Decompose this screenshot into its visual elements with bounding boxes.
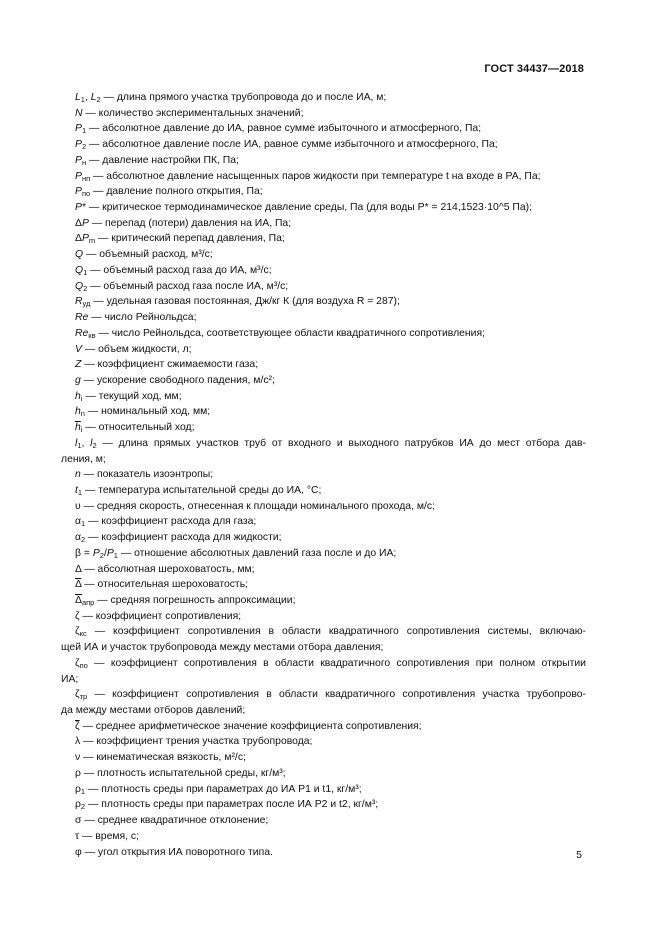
list-item: φ — угол открытия ИА поворотного типа.: [75, 846, 273, 858]
list-item: $l_1$, $l_2$ — длина прямых участков труб от входного и выходного патрубков ИА до мест отбора дав-: [75, 437, 587, 450]
document-header: ГОСТ 34437—2018: [484, 63, 584, 75]
list-item: $\Delta P_m$ — критический перепад давления, Па;: [75, 233, 285, 246]
list-item: N — количество экспериментальных значений;: [75, 107, 304, 119]
list-item: $Re_{кв}$ — число Рейнольдса, соответствующее области квадратичного сопротивления;: [75, 327, 485, 340]
list-item: λ — коэффициент трения участка трубопровода;: [75, 736, 313, 748]
list-item: $\beta = P_2/P_1$ — отношение абсолютных давлений газа после и до ИА;: [75, 547, 397, 560]
list-item: ζ — коэффициент сопротивления;: [75, 610, 242, 622]
list-item: g — ускорение свободного падения, м/с²;: [75, 374, 275, 386]
list-item: $h_i$ — текущий ход, мм;: [75, 390, 182, 403]
page-number: 5: [576, 849, 582, 861]
list-item: n — показатель изоэнтропы;: [75, 469, 214, 481]
list-item: $P_2$ — абсолютное давление после ИА, равное сумме избыточного и атмосферного, Па;: [75, 139, 498, 152]
list-item: υ — средняя скорость, отнесенная к площади номинального прохода, м/с;: [75, 500, 435, 512]
list-item: V — объем жидкости, л;: [75, 343, 192, 355]
list-item: $L_1$, $L_2$ — длина прямого участка трубопровода до и после ИА, м;: [75, 92, 387, 104]
list-item: $\overline{\zeta}$ — среднее арифметическое значение коэффициента сопротивления;: [75, 720, 422, 732]
list-item: $P_н$ — давление настройки ПК, Па;: [75, 154, 239, 167]
symbol-list: [61, 90, 586, 860]
list-item-continuation: щей ИА и участок трубопровода между местами отбора давления;: [61, 642, 384, 654]
list-item: $t_1$ — температура испытательной среды до ИА, °С;: [75, 484, 322, 497]
list-item-continuation: ИА;: [61, 673, 79, 685]
list-item: P* — критическое термодинамическое давление среды, Па (для воды P* = 214,1523·10^5 Па);: [75, 202, 532, 214]
list-item: $P_{нп}$ — абсолютное давление насыщенных паров жидкости при температуре t на входе в РА, Па;: [75, 170, 541, 183]
list-item: $\rho_1$ — плотность среды при параметрах до ИА P1 и t1, кг/м³;: [75, 783, 362, 796]
list-item: $Q_1$ — объемный расход газа до ИА, м³/с;: [75, 264, 272, 277]
list-item: τ — время, с;: [75, 830, 139, 842]
list-item: $R_{уд}$ — удельная газовая постоянная, Дж/кг К (для воздуха R = 287);: [75, 296, 400, 309]
list-item: $h_n$ — номинальный ход, мм;: [75, 406, 211, 419]
list-item: ν — кинематическая вязкость, м²/с;: [75, 752, 246, 764]
list-item: $P_{по}$ — давление полного открытия, Па;: [75, 186, 263, 199]
list-item: $\zeta_{кс}$ — коэффициент сопротивления в области квадратичного сопротивления системы, включаю-: [75, 626, 586, 639]
list-item: $\alpha_1$ — коэффициент расхода для газа;: [75, 516, 257, 529]
list-item: $\alpha_2$ — коэффициент расхода для жидкости;: [75, 532, 282, 545]
list-item-continuation: ления, м;: [61, 453, 106, 465]
list-item: $\overline{\Delta}_{апр}$ — средняя погрешность аппроксимации;: [75, 595, 296, 607]
list-item: $\rho_2$ — плотность среды при параметрах после ИА P2 и t2, кг/м³;: [75, 799, 379, 812]
list-item: Q — объемный расход, м³/с;: [75, 249, 213, 261]
list-item: Re — число Рейнольдса;: [75, 312, 197, 324]
list-item: $\zeta_{тр}$ — коэффициент сопротивления в области квадратичного сопротивления участка трубопрово-: [75, 689, 586, 702]
list-item: $P_1$ — абсолютное давление до ИА, равное сумме избыточного и атмосферного, Па;: [75, 123, 482, 136]
list-item: Z — коэффициент сжимаемости газа;: [75, 359, 259, 371]
list-item: ρ — плотность испытательной среды, кг/м³;: [75, 767, 286, 779]
list-item: $\zeta_{по}$ — коэффициент сопротивления в области квадратичного сопротивления при полном открытии: [75, 657, 586, 670]
list-item: $Q_2$ — объемный расход газа после ИА, м³/с;: [75, 280, 289, 293]
list-item: $\overline{h}_i$ — относительный ход;: [75, 422, 195, 435]
list-item: $\overline{\Delta}$ — относительная шероховатость;: [75, 579, 248, 591]
list-item: ΔP — перепад (потери) давления на ИА, Па;: [75, 217, 292, 229]
list-item-continuation: да между местами отборов давлений;: [61, 705, 246, 717]
list-item: Δ — абсолютная шероховатость, мм;: [75, 563, 255, 575]
list-item: σ — среднее квадратичное отклонение;: [75, 815, 269, 827]
